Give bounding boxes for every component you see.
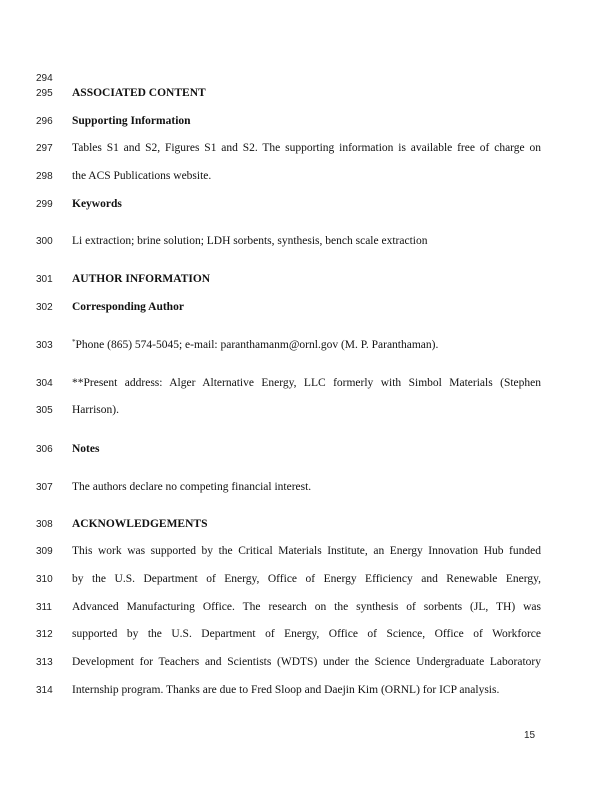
line-number: 303 [36,340,53,351]
line-number: 295 [36,88,53,99]
line-number: 294 [36,73,53,84]
acknowledgements-line: This work was supported by the Critical Materials Institute, an Energy Innovation Hub funded [72,545,541,557]
line-number: 308 [36,519,53,530]
line-number: 296 [36,116,53,127]
acknowledgements-line: by the U.S. Department of Energy, Office of Energy Efficiency and Renewable Energy, [72,573,541,585]
subheading-notes: Notes [72,443,100,455]
line-number: 301 [36,274,53,285]
supporting-information-text: Tables S1 and S2, Figures S1 and S2. The supporting information is available free of charge on [72,142,541,154]
line-number: 299 [36,199,53,210]
line-number: 307 [36,482,53,493]
line-number: 310 [36,574,53,585]
line-number: 313 [36,657,53,668]
section-heading-author-information: AUTHOR INFORMATION [72,273,211,285]
subheading-keywords: Keywords [72,198,122,210]
acknowledgements-line: Internship program. Thanks are due to Fred Sloop and Daejin Kim (ORNL) for ICP analysis. [72,684,500,696]
line-number: 302 [36,302,53,313]
line-number: 304 [36,378,53,389]
section-heading-associated-content: ASSOCIATED CONTENT [72,87,206,99]
line-number: 297 [36,143,53,154]
line-number: 309 [36,546,53,557]
acknowledgements-line: Advanced Manufacturing Office. The research on the synthesis of sorbents (JL, TH) was [72,601,541,613]
line-number: 306 [36,444,53,455]
line-number: 305 [36,405,53,416]
page-number: 15 [524,730,536,741]
line-number: 311 [36,602,52,613]
present-address-text: Harrison). [72,404,119,416]
corresponding-author-contact [72,338,541,352]
present-address-text: **Present address: Alger Alternative Energy, LLC formerly with Simbol Materials (Stephen [72,377,541,389]
keywords-text: Li extraction; brine solution; LDH sorbents, synthesis, bench scale extraction [72,235,428,247]
subheading-supporting-information: Supporting Information [72,115,191,127]
line-number: 312 [36,629,53,640]
acknowledgements-line: supported by the U.S. Department of Energy, Office of Science, Office of Workforce [72,628,541,640]
section-heading-acknowledgements: ACKNOWLEDGEMENTS [72,518,208,530]
acknowledgements-line: Development for Teachers and Scientists (WDTS) under the Science Undergraduate Laboratory [72,656,541,668]
footnote-mark: * [72,338,76,346]
line-number: 300 [36,236,53,247]
notes-text: The authors declare no competing financial interest. [72,481,312,493]
line-number: 298 [36,171,53,182]
corresponding-author-text: Phone (865) 574-5045; e-mail: paranthamanm@ornl.gov (M. P. Paranthaman). [75,339,439,351]
subheading-corresponding-author: Corresponding Author [72,301,184,313]
supporting-information-text: the ACS Publications website. [72,170,212,182]
line-number: 314 [36,685,53,696]
